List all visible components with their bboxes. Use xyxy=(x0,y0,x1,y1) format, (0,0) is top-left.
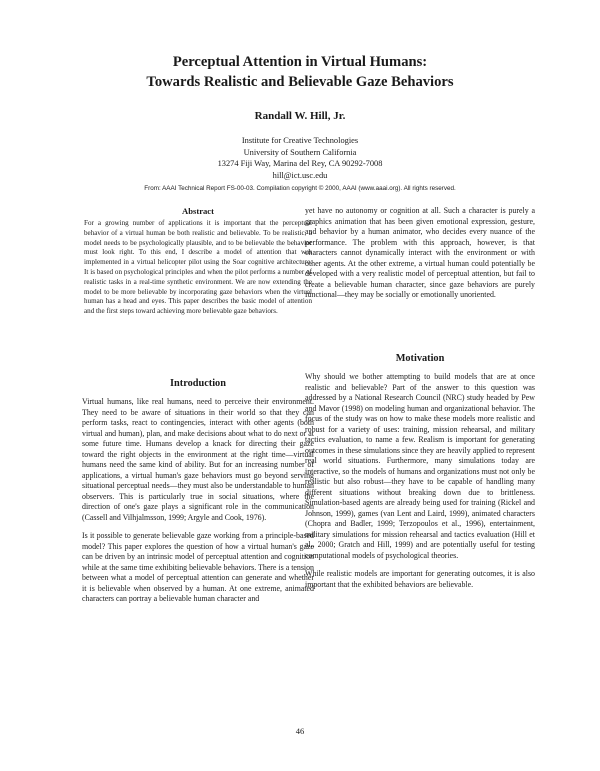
introduction-paragraph: Virtual humans, like real humans, need to perceive their environment. They need to be aware of situations in their world so that they can perform tasks, react to contingencies, interact with other agents (both virtual and human), plan, and make decisions about what to do next or at some future time. Humans develop a knack for directing their gaze toward the right objects in the environment at the right time—virtual humans need the same kind of ability. But for an increasing number of applications, a virtual human's gaze behaviors must go beyond serving situational perceptual needs—they must also be understandable to human observers. This is particularly true in social situations, where the direction of one's gaze plays a significant role in the communication (Cassell and Vilhjalmsson, 1999; Argyle and Cook, 1976). xyxy=(82,397,314,522)
author-name: Randall W. Hill, Jr. xyxy=(254,110,346,122)
motivation-paragraph: Why should we bother attempting to build models that are at once realistic and believable? Part of the answer to this question was addressed by a National Research Council (NRC) study headed by Pew and Mavor (1998) on modeling human and organizational behavior. The focus of the study was on how to make these models more realistic and robust for a variety of uses: training, mission rehearsal, and military tactics evaluation, to name a few. Realism is important for generating outcomes in these simulations since they are heavily applied to represent real world situations. Furthermore, many simulations today are interactive, so the models of humans and organizations must not only be realistic but also robust—they have to be capable of handling many different situations without breaking down due to brittleness. Simulation-based agents are already being used for training (Rickel and Johnson, 1999), games (van Lent and Laird, 1999), animated characters (Chopra and Badler, 1999; Terzopoulos et al., 1996), entertainment, military simulations for mission rehearsal and tactics evaluation (Hill et al., 2000; Gratch and Hill, 1999) and are potentially useful for testing computational models of psychological theories. xyxy=(305,372,535,560)
introduction-heading: Introduction xyxy=(170,378,226,389)
abstract-section xyxy=(82,206,314,317)
paper-title xyxy=(40,52,560,92)
continuation-section xyxy=(305,206,535,301)
introduction-paragraph: Is it possible to generate believable gaze working from a principle-based model? This paper explores the question of how a virtual human's gaze can be driven by an intrinsic model of perceptual attention and cognition while at the same time exhibiting believable behaviors. There is a tension between what a model of perceptual attention can generate and whether it is believable when observed by a human. At one extreme, animated characters can portray a believable human character and xyxy=(82,531,314,603)
affiliation-block xyxy=(40,135,560,181)
abstract-text: For a growing number of applications it is important that the perceptual behavior of a virtual human be both realistic and believable. To be realistic, a model needs to be psychologically plausible, and to be believable the behavior must look right. To this end, I describe a model of attention that was implemented in a virtual helicopter pilot using the Soar cognitive architecture. It is based on psychological principles and when the pilot performs a number of realistic tasks in a real-time synthetic environment. We are now extending the model to be more believable by incorporating gaze behaviors when the virtual human has a head and eyes. This paper describes the basic model of attention and the first steps toward achieving more believable gaze behaviors. xyxy=(84,219,312,316)
affiliation-email: hill@ict.usc.edu xyxy=(272,170,328,180)
title-line-1: Perceptual Attention in Virtual Humans: xyxy=(172,54,428,70)
affiliation-institute: Institute for Creative Technologies xyxy=(241,136,359,145)
motivation-section xyxy=(305,353,535,590)
title-line-2: Towards Realistic and Believable Gaze Behaviors xyxy=(146,74,454,90)
copyright-line: From: AAAI Technical Report FS-00-03. Compilation copyright © 2000, AAAI (www.aaai.org). All rights reserved. xyxy=(144,185,456,192)
abstract-heading: Abstract xyxy=(182,206,214,216)
motivation-paragraph: While realistic models are important for generating outcomes, it is also important that the exhibited behaviors are believable. xyxy=(305,569,535,589)
page-number: 46 xyxy=(295,726,305,736)
affiliation-university: University of Southern California xyxy=(243,147,357,157)
continuation-paragraph: yet have no autonomy or cognition at all. Such a character is purely a graphics animation that has been given emotional expression, gesture, and behavior by a human animator, who decides every nuance of the performance. The problem with this approach, however, is that characters cannot dynamically interact with the environment or with other agents. At the other extreme, a virtual human could potentially be developed with a very realistic model of perceptual attention, but fail to create a believable human character, since gaze behaviors are purely functional—they may be socially or emotionally unoriented. xyxy=(305,206,535,299)
affiliation-address: 13274 Fiji Way, Marina del Rey, CA 90292-7008 xyxy=(217,159,383,168)
motivation-heading: Motivation xyxy=(395,353,445,364)
introduction-section xyxy=(82,378,314,605)
